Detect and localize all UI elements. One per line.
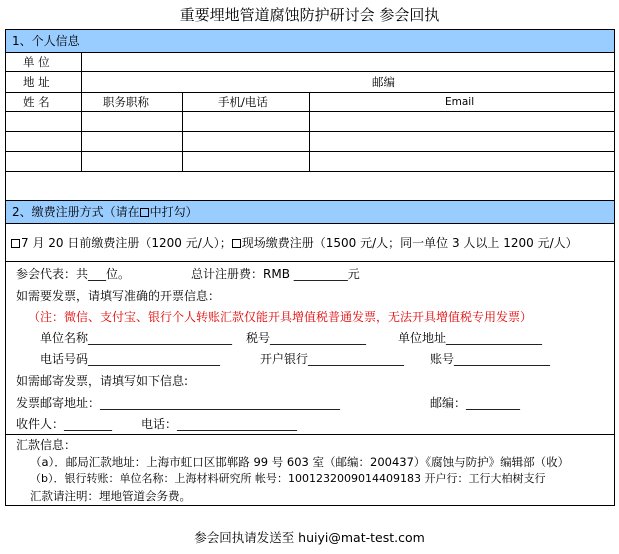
option1-checkbox[interactable] [11, 239, 20, 248]
payment-header-tail: 中打勾） [149, 205, 198, 219]
tax-number-field: 税号________________ [246, 331, 367, 345]
section-payment-header [6, 200, 614, 224]
col-email-header: Email [445, 96, 475, 108]
checkbox-icon [140, 208, 149, 217]
col-position-header: 职务职称 [103, 95, 149, 109]
total-fee: 总计注册费：RMB _________元 [191, 267, 360, 281]
footer-send-to: 参会回执请发送至 huiyi@mat-test.com [194, 530, 425, 545]
recipient-phone-field: 电话：____________________ [141, 417, 298, 431]
phone-number-field: 电话号码______________________ [40, 352, 221, 366]
unit-label: 单 位 [23, 55, 50, 69]
mail-postcode-field: 邮编：_________ [430, 396, 521, 410]
unit-name-field: 单位名称________________________ [40, 331, 233, 345]
col-phone-header: 手机/电话 [218, 95, 268, 109]
option1-label: 7 月 20 日前缴费注册（1200 元/人）； [21, 236, 232, 250]
option2-label: 现场缴费注册（1500 元/人；同一单位 3 人以上 1200 元/人） [241, 236, 578, 250]
payment-options [11, 235, 578, 251]
form-title: 重要埋地管道腐蚀防护研讨会 参会回执 [179, 6, 440, 24]
account-number-field: 账号________________ [430, 352, 551, 366]
address-field[interactable] [82, 72, 362, 91]
mail-address-field: 发票邮寄地址：________________________________________ [16, 396, 341, 410]
invoice-note: （注：微信、支付宝、银行个人转账汇款仅能开具增值税普通发票，无法开具增值税专用发票） [28, 310, 533, 324]
postcode-label: 邮编 [372, 75, 395, 89]
invoice-prompt: 如需要发票，请填写准确的开票信息： [16, 289, 221, 303]
mail-prompt: 如需邮寄发票，请填写如下信息: [16, 374, 189, 388]
remit-title: 汇款信息： [16, 438, 77, 452]
option2-checkbox[interactable] [232, 239, 241, 248]
unit-field[interactable] [82, 54, 613, 71]
registration-form [5, 29, 615, 506]
section-personal-info-header: 1、个人信息 [6, 30, 614, 53]
postcode-field[interactable] [406, 72, 613, 91]
col-name-header: 姓 名 [23, 95, 50, 109]
recipient-field: 收件人：________ [16, 417, 113, 431]
bank-field: 开户银行________________ [260, 352, 405, 366]
remit-bank-transfer: （b）．银行转账：单位名称：上海材料研究所 帐号：1001232009014409183 开户行：工行大柏树支行 [30, 472, 546, 485]
remit-note: 汇款请注明：埋地管道会务费。 [30, 489, 191, 503]
payment-header-text: 2、缴费注册方式（请在 [12, 205, 140, 219]
unit-address-field: 单位地址________________ [398, 331, 543, 345]
remit-post-office: （a）．邮局汇款地址：上海市虹口区邯郸路 99 号 603 室（邮编：200437）《腐蚀与防护》编辑部（收） [30, 455, 570, 469]
delegates-count: 参会代表：共___位。 [16, 267, 131, 281]
address-label: 地 址 [23, 75, 50, 89]
